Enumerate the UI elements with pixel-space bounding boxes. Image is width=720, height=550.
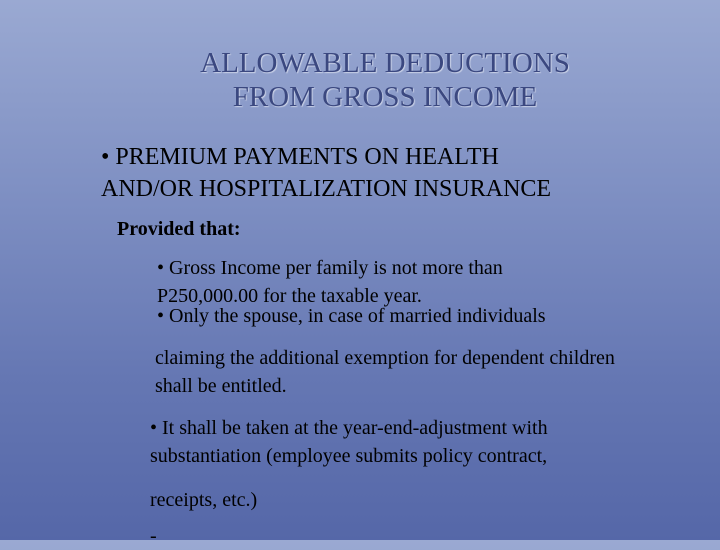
spouse-condition-line-2: claiming the additional exemption for dependent children [155, 347, 615, 369]
spouse-condition-line-3: shall be entitled. [155, 375, 287, 397]
gross-income-line-1: • Gross Income per family is not more than [157, 257, 503, 279]
year-end-condition [150, 414, 548, 470]
main-bullet-line-2: AND/OR HOSPITALIZATION INSURANCE [101, 176, 552, 202]
year-end-line-1: • It shall be taken at the year-end-adjustment with [150, 417, 548, 439]
title-line-1: ALLOWABLE DEDUCTIONS [200, 47, 570, 79]
main-bullet-line-1: • PREMIUM PAYMENTS ON HEALTH [101, 144, 499, 170]
slide-title [0, 46, 720, 114]
stray-mark: - [150, 525, 157, 547]
spouse-condition-continued [155, 344, 615, 400]
year-end-line-2: substantiation (employee submits policy contract, [150, 445, 548, 467]
main-bullet [101, 141, 551, 205]
year-end-line-3: receipts, etc.) [150, 489, 258, 511]
provided-label: Provided that: [117, 218, 241, 240]
title-line-2: FROM GROSS INCOME [232, 81, 538, 113]
spouse-condition-line-1: • Only the spouse, in case of married individuals [157, 305, 546, 327]
gross-income-line-2: P250,000.00 for the taxable year. [157, 285, 422, 307]
